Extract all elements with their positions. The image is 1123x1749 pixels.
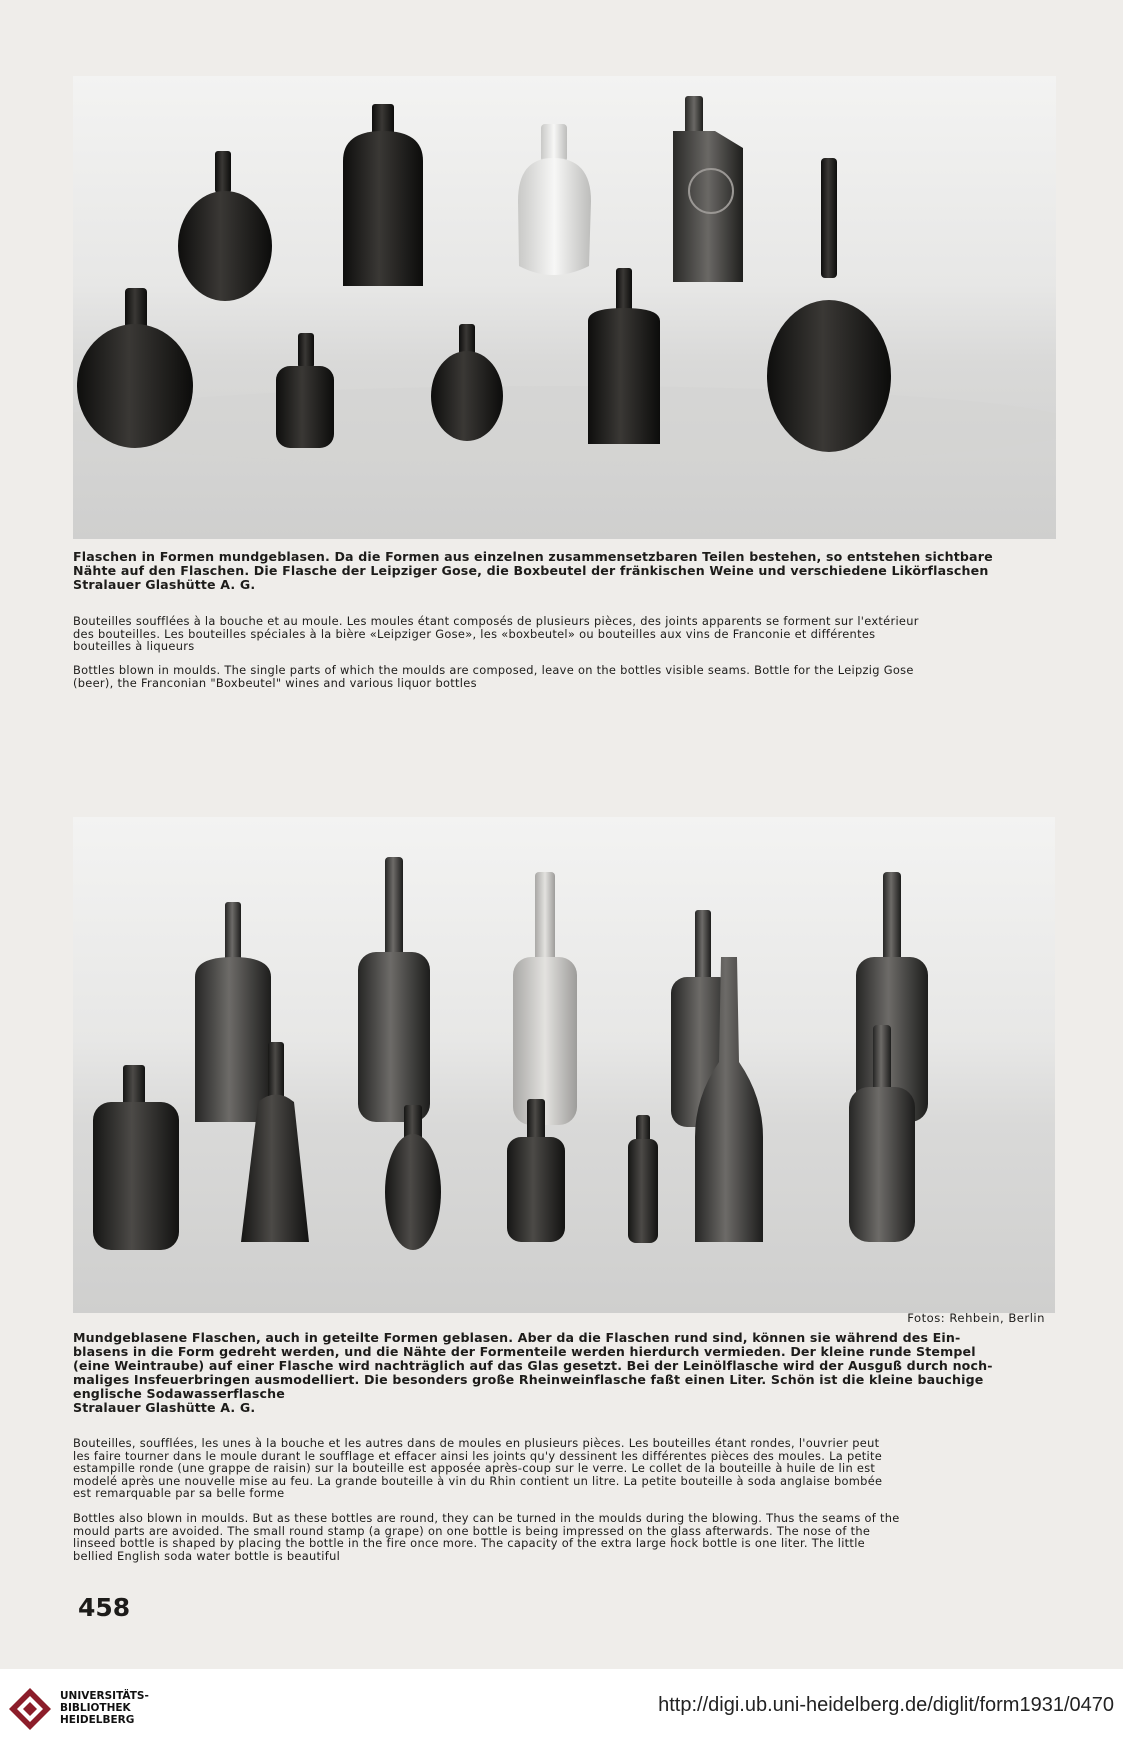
caption-line: Flaschen in Formen mundgeblasen. Da die Formen aus einzelnen zusammensetzbaren Teilen bestehen, so entstehen sichtbare [73,549,993,564]
caption-line: Nähte auf den Flaschen. Die Flasche der Leipziger Gose, die Boxbeutel der fränkischen Weine und verschiedene Likörflaschen [73,563,989,578]
source-url[interactable]: http://digi.ub.uni-heidelberg.de/diglit/form1931/0470 [658,1694,1114,1716]
library-name [60,1690,149,1726]
bottle-small-round [431,324,503,441]
caption-line: Stralauer Glashütte A. G. [73,1400,256,1415]
library-name-line: UNIVERSITÄTS- [60,1690,149,1702]
caption-french-2: Bouteilles, soufflées, les unes à la bouche et les autres dans de moules en plusieurs pièces. Les bouteilles étant rondes, l'ouvrier peut les faire tourner dans le moule durant le soufflage et effacer ainsi les joints qu'y dessinent les différentes pièces des moules. La petite estampille ronde (une grappe de raisin) sur la bouteille est apposée après-coup sur le verre. Le collet de la bouteille à huile de lin est modelé après une nouvelle mise au feu. La grande bouteille à vin du Rhin contient un litre. La petite bouteille à soda anglaise bombée est remarquable par sa belle forme [73,1436,883,1500]
bottle-clear-dimpled [518,124,591,275]
library-name-line: HEIDELBERG [60,1714,135,1726]
bottles-illustration-1 [73,76,1056,539]
library-name-line: BIBLIOTHEK [60,1702,131,1714]
caption-german-2 [73,1331,1063,1415]
caption-english-2: Bottles also blown in moulds. But as these bottles are round, they can be turned in the moulds during the blowing. Thus the seams of the mould parts are avoided. The small round stamp (a grape) on one bottle is being impressed on the glass afterwards. The nose of the linseed bottle is shaped by placing the bottle in the fire once more. The capacity of the extra large hock bottle is one liter. The little bellied English soda water bottle is beautiful [73,1511,900,1563]
bottle-liquor-back-1 [195,902,271,1122]
library-logo-icon [7,1686,53,1732]
caption-line: Stralauer Glashütte A. G. [73,577,256,592]
caption-line: blasens in die Form gedreht werden, und die Nähte der Formenteile werden hierdurch vermieden. Der kleine runde Stempel [73,1344,976,1359]
photo-mould-blown-bottles [73,76,1056,539]
photo-credit: Fotos: Rehbein, Berlin [907,1311,1045,1325]
bottle-square-short [588,268,660,444]
caption-english-1: Bottles blown in moulds. The single parts of which the moulds are composed, leave on the bottles visible seams. Bottle for the Leipzig Gose (beer), the Franconian "Boxbeutel" wines and various liquor bottles [73,663,914,690]
caption-line: (eine Weintraube) auf einer Flasche wird nachträglich auf das Glas gesetzt. Bei der Leinölflasche wird der Ausguß durch noch- [73,1358,993,1373]
bottle-wine-back-5 [856,872,928,1122]
caption-french-1: Bouteilles soufflées à la bouche et au moule. Les moules étant composés de plusieurs pièces, des joints apparents se forment sur l'extérieur des bouteilles. Les bouteilles spéciales à la bière «Leipziger Gose», les «boxbeutel» ou bouteilles aux vins de Franconie et différentes bouteilles à liqueurs [73,614,919,653]
bottle-skittle [385,1105,441,1250]
bottle-linseed-clear [513,872,577,1125]
bottle-round-flask [178,151,272,301]
caption-line: englische Sodawasserflasche [73,1386,285,1401]
bottle-whisky-front-1 [93,1065,179,1250]
photo-round-mould-bottles [73,817,1055,1313]
bottle-bocksbeutel [77,288,193,448]
footer-bar [0,1669,1123,1749]
bottle-slim-small [628,1115,658,1243]
bottle-wine-back-2 [358,857,430,1122]
caption-german-1 [73,550,1063,592]
bottles-illustration-2 [73,817,1055,1313]
caption-line: maliges Insfeuerbringen ausmodelliert. Die besonders große Rheinweinflasche faßt einen Liter. Schön ist die kleine bauchige [73,1372,984,1387]
caption-line: Mundgeblasene Flaschen, auch in geteilte Formen geblasen. Aber da die Flaschen rund sind, können sie während des Ein- [73,1330,961,1345]
bottle-small-flask [276,333,334,448]
bottle-square-embossed [673,96,743,282]
bottle-long-neck [767,158,891,452]
bottle-square-tall [343,104,423,286]
page-number: 458 [78,1593,131,1622]
